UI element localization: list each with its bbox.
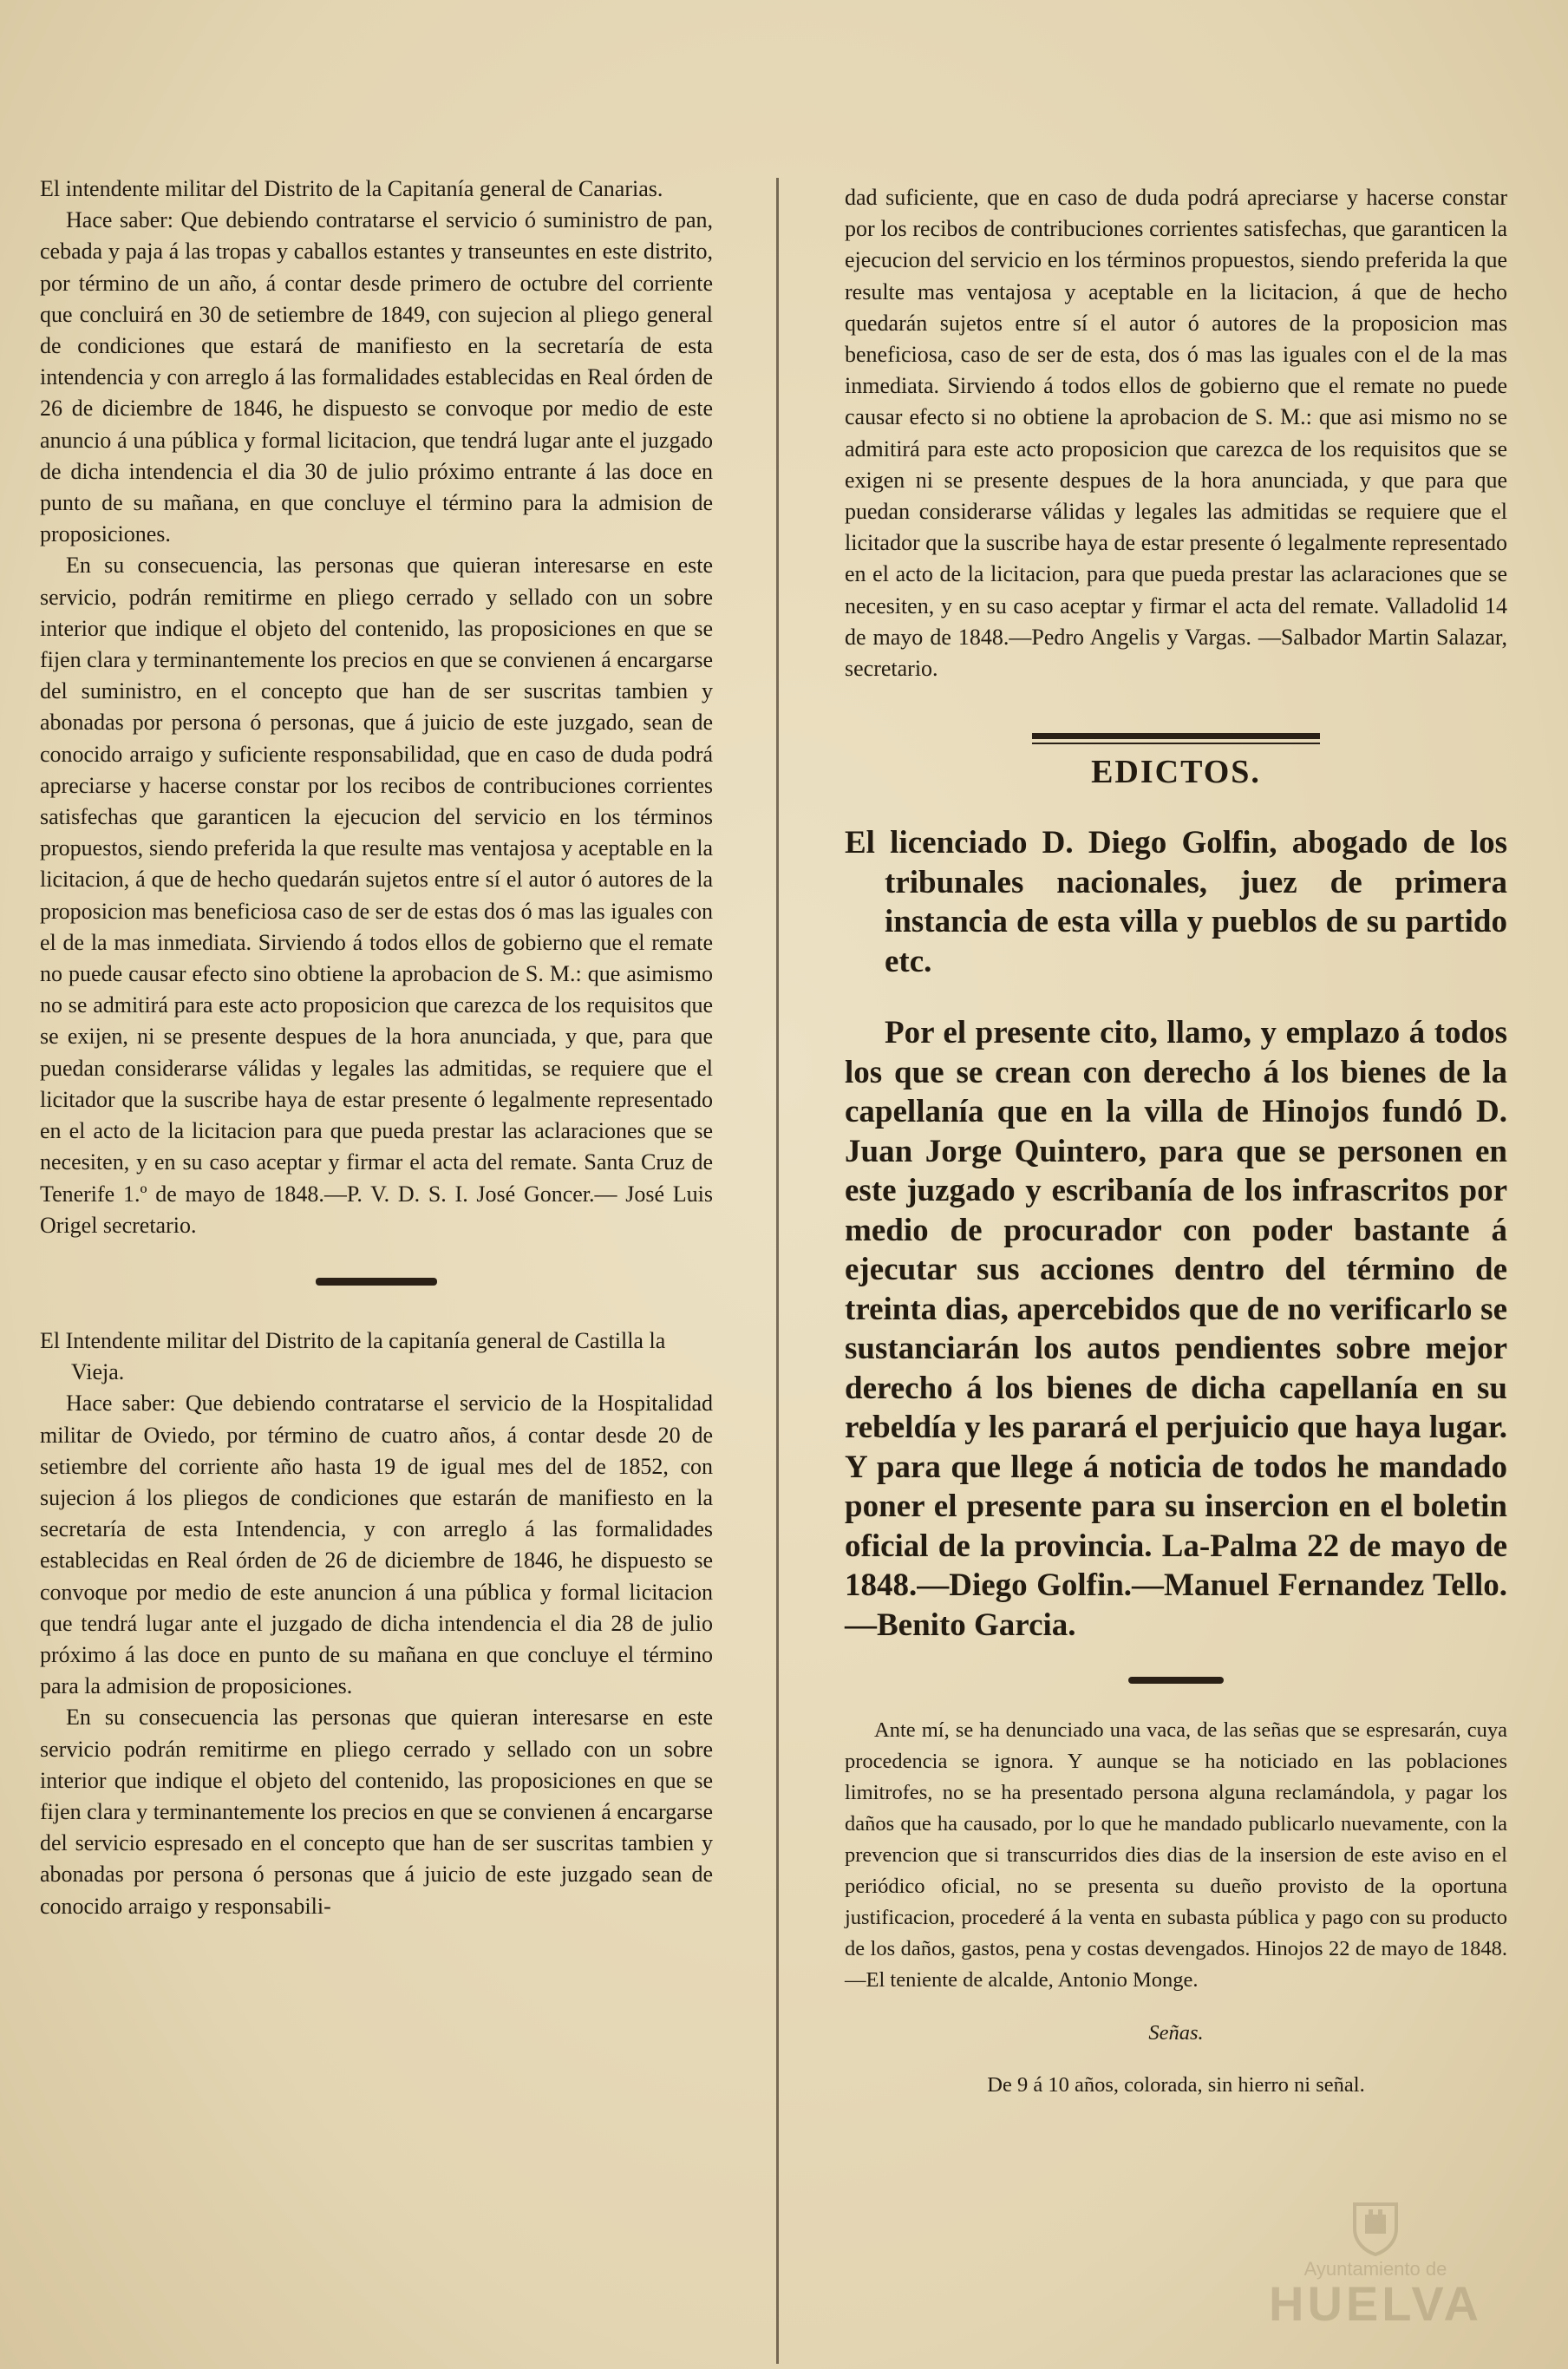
edict-golfin [845,823,1507,1645]
notice-castilla [40,1325,713,1922]
watermark-city: HUELVA [1269,2276,1482,2331]
notice-vaca [845,1715,1507,2101]
left-column [40,173,713,1922]
notice-castilla-continuation [845,182,1507,684]
section-separator [316,1278,437,1286]
archive-watermark [1245,2199,1506,2346]
animal-description: De 9 á 10 años, colorada, sin hierro ni señal. [987,2073,1365,2097]
notice-canarias [40,173,713,1241]
notice-paragraph: Hace saber: Que debiendo contratarse el servicio ó suministro de pan, cebada y paja á las tropas y caballos estantes y transeuntes en este distrito, por término de un año, á contar desde primero de octubre del corriente que concluirá en 30 de setiembre de 1849, con sujecion al pliego general de condiciones que estará de manifiesto en la secretaría de esta intendencia y con arreglo á las formalidades establecidas en Real órden de 26 de diciembre de 1846, he dispuesto se convoque por medio de este anuncio á una pública y formal licitacion, que tendrá lugar ante el juzgado de dicha intendencia el dia 30 de julio próximo entrante á las doce en punto de su mañana, en que concluye el término para la admision de proposiciones. [40,207,713,547]
notice-paragraph: En su consecuencia las personas que quieran interesarse en este servicio podrán remitirme en pliego cerrado y sellado con un sobre interior que indique el objeto del contenido, las proposiciones en que se fijen clara y terminantemente los precios en que se convienen á encargarse del servicio espresado en el concepto que han de ser suscritas tambien y abonadas por persona ó personas que á juicio de este juzgado sean de conocido arraigo y responsabili- [40,1705,713,1919]
section-separator [1128,1677,1224,1684]
notice-heading: El intendente militar del Distrito de la Capitanía general de Canarias. [40,176,663,201]
right-column [845,182,1507,2123]
notice-heading: El Intendente militar del Distrito de la capitanía general de Castilla la Vieja. [40,1327,666,1385]
coat-of-arms-icon [1349,2199,1401,2256]
edict-paragraph: Por el presente cito, llamo, y emplazo á todos los que se crean con derecho á los bienes de la capellanía que en la villa de Hinojos fundó D. Juan Jorge Quintero, para que se personen en este juzgado y escribanía de los infrascritos por medio de procurador con poder bastante á ejecutar sus acciones dentro del término de treinta dias, apercebidos que de no verificarlo se sustanciarán los autos pendientes sobre mejor derecho á los bienes de dicha capellanía en su rebeldía y les parará el perjuicio que haya lugar. Y para que llege á noticia de todos he mandado poner el presente para su insercion en el boletin oficial de la provincia. La-Palma 22 de mayo de 1848.—Diego Golfin.—Manuel Fernandez Tello.—Benito Garcia. [845,1015,1507,1643]
senas-label: Señas. [1148,2020,1204,2045]
double-rule [1032,733,1320,744]
watermark-line: Ayuntamiento de [1303,2258,1447,2280]
edict-heading: El licenciado D. Diego Golfin, abogado de los tribunales nacionales, juez de primera instancia de esta villa y pueblos de su partido etc. [845,825,1507,979]
section-title: EDICTOS. [1091,754,1261,791]
notice-paragraph: Hace saber: Que debiendo contratarse el servicio de la Hospitalidad militar de Oviedo, por término de cuatro años, á contar desde 20 de setiembre del corriente año hasta 19 de igual mes del de 1852, con sujecion á los pliegos de condiciones que estarán de manifiesto en la secretaría de esta Intendencia, y con arreglo á las formalidades establecidas en Real órden de 26 de diciembre de 1846, he dispuesto se convoque por medio de este anuncion á una pública y formal licitacion que tendrá lugar ante el juzgado de dicha intendencia el dia 28 de julio próximo á las doce en punto de su mañana en que concluye el término para la admision de proposiciones. [40,1391,713,1699]
notice-paragraph: Ante mí, se ha denunciado una vaca, de las señas que se espresarán, cuya procedencia se ignora. Y aunque se ha noticiado en las poblaciones limitrofes, no se ha presentado persona alguna reclamándola, y pagar los daños que ha causado, por lo que he mandado publicarlo nuevamente, con la prevencion que si transcurridos dies dias de la insersion de este aviso en el periódico oficial, no se presenta su dueño provisto de la oportuna justificacion, procederé á la venta en subasta pública y pago con su producto de los daños, gastos, pena y costas devengados. Hinojos 22 de mayo de 1848.—El teniente de alcalde, Antonio Monge. [845,1718,1507,1993]
notice-paragraph: dad suficiente, que en caso de duda podrá apreciarse y hacerse constar por los recibos de contribuciones corrientes satisfechas, que garanticen la ejecucion del servicio en los términos propuestos, siendo preferida la que resulte mas ventajosa y aceptable en la licitacion, á que de hecho quedarán sujetos entre sí el autor ó autores de la proposicion mas beneficiosa, caso de ser de esta, dos ó mas las iguales con el de la mas inmediata. Sirviendo á todos ellos de gobierno que el remate no puede causar efecto si no obtiene la aprobacion de S. M.: que asi mismo no se admitirá para este acto proposicion que carezca de los requisitos que se exigen ni se presente despues de la hora anunciada, y que para que puedan considerarse válidas y legales las admitidas se requiere que el licitador que la suscribe haya de estar presente ó legalmente representado en el acto de la licitacion, para que pueda prestar las aclaraciones que se necesiten, y en su caso aceptar y firmar el acta del remate. Valladolid 14 de mayo de 1848.—Pedro Angelis y Vargas. —Salbador Martin Salazar, secretario. [845,185,1507,682]
column-divider [776,178,779,2364]
notice-paragraph: En su consecuencia, las personas que quieran interesarse en este servicio, podrán remitirme en pliego cerrado y sellado con un sobre interior que indique el objeto del contenido, las proposiciones en que se fijen clara y terminantemente los precios en que se convienen á encargarse del suministro, en el concepto que han de ser suscritas tambien y abonadas por persona ó personas, que á juicio de este juzgado, sean de conocido arraigo y suficiente responsabilidad, que en caso de duda podrá apreciarse y hacerse constar por los recibos de contribuciones corrientes satisfechas que garanticen la ejecucion del servicio en los términos propuestos, siendo preferida la que resulte mas ventajosa y aceptable en la licitacion, á que de hecho quedarán sujetos entre sí el autor ó autores de la proposicion mas beneficiosa caso de ser de estas dos ó mas las iguales con el de la mas inmediata. Sirviendo á todos ellos de gobierno que el remate no puede causar efecto sino obtiene la aprobacion de S. M.: que asimismo no se admitirá para este acto proposicion que carezca de los requisitos que se exijen, ni se presente despues de la hora anunciada, y que, para que puedan considerarse válidas y legales las admitidas, se requiere que el licitador que la suscribe haya de estar presente ó legalmente representado en el acto de la licitacion para que pueda prestar las aclaraciones que se necesiten, y en su caso aceptar y firmar el acta del remate. Santa Cruz de Tenerife 1.º de mayo de 1848.—P. V. D. S. I. José Goncer.— José Luis Origel secretario. [40,553,713,1238]
